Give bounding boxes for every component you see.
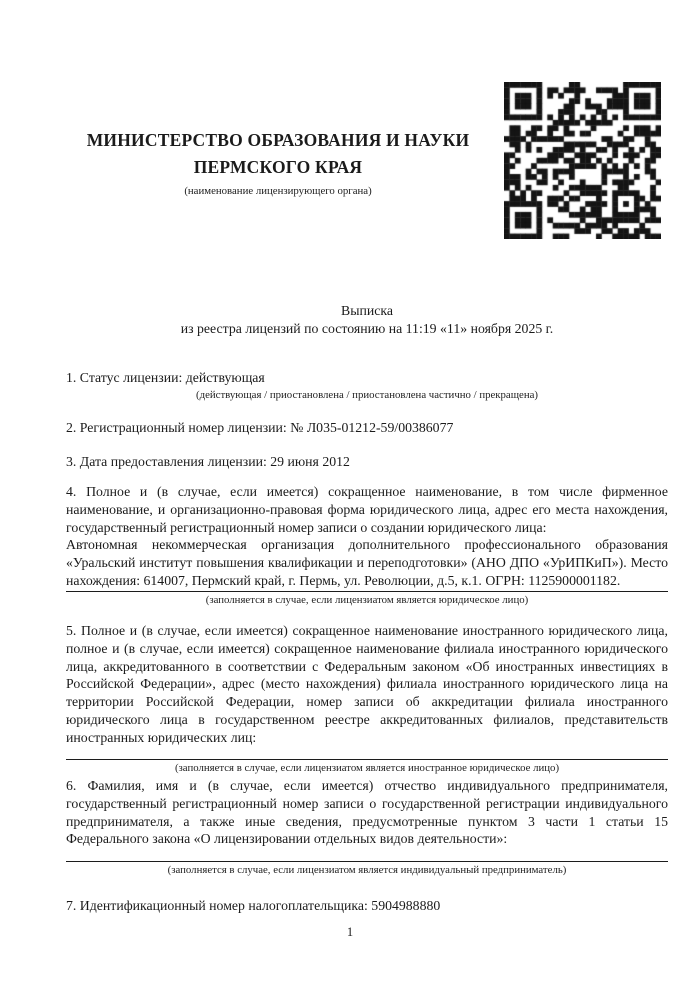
ministry-name-line1: МИНИСТЕРСТВО ОБРАЗОВАНИЯ И НАУКИ — [86, 130, 470, 150]
item-legal-entity — [66, 483, 668, 607]
legal-entity-value: Автономная некоммерческая организация дополнительного профессионального образования «Уральский институт повышения квалификации и переподготовки» (АНО ДПО «УрИПКиП»). Место нахождения: 614007, Пермский край, г. Пермь, ул. Революции, д.5, к.1. ОГРН: 1125900001182. — [66, 537, 668, 588]
license-status-value: 1. Статус лицензии: действующая — [66, 370, 265, 385]
item-license-status — [66, 369, 668, 402]
document-title-line1: Выписка — [341, 303, 393, 318]
licensing-authority-header — [66, 127, 490, 198]
item-license-grant-date — [66, 453, 668, 471]
item-license-registration-number — [66, 419, 668, 437]
foreign-legal-entity-description: 5. Полное и (в случае, если имеется) сокращенное наименование иностранного юридического лица, полное и (в случае, если имеется) сокращенное наименование филиала иностранного юридического лица, аккредитованного в соответствии с Федеральным законом «Об иностранных инвестициях в Российской Федерации», адрес (место нахождения) филиала иностранного юридического лица на территории Российской Федерации, номер записи об аккредитации филиала иностранного юридического лица в государственном реестре аккредитованных филиалов, представительств иностранных юридических лиц: — [66, 623, 668, 745]
legal-entity-description: 4. Полное и (в случае, если имеется) сокращенное наименование, в том числе фирменное наименование, и организационно-правовая форма юридического лица, адрес его места нахождения, государственный регистрационный номер записи о создании юридического лица: — [66, 484, 668, 535]
legal-entity-note: (заполняется в случае, если лицензиатом является юридическое лицо) — [205, 593, 529, 606]
item-foreign-legal-entity — [66, 622, 668, 775]
foreign-legal-entity-note: (заполняется в случае, если лицензиатом является иностранное юридическое лицо) — [174, 761, 560, 774]
ministry-name-line2: ПЕРМСКОГО КРАЯ — [193, 157, 363, 177]
license-status-options-note: (действующая / приостановлена / приостановлена частично / прекращена) — [196, 388, 538, 401]
individual-entrepreneur-underline — [66, 861, 668, 862]
item-taxpayer-id — [66, 897, 668, 915]
license-registration-number: 2. Регистрационный номер лицензии: № Л035-01212-59/00386077 — [66, 420, 454, 435]
licensing-authority-caption: (наименование лицензирующего органа) — [184, 185, 372, 197]
foreign-legal-entity-underline — [66, 759, 668, 760]
item-individual-entrepreneur — [66, 777, 668, 877]
legal-entity-underline — [66, 591, 668, 592]
individual-entrepreneur-note: (заполняется в случае, если лицензиатом является индивидуальный предприниматель) — [167, 864, 567, 877]
individual-entrepreneur-description: 6. Фамилия, имя и (в случае, если имеется) отчество индивидуального предпринимателя, государственный регистрационный номер записи о государственной регистрации индивидуального предпринимателя, а также иные сведения, предусмотренные пунктом 3 части 1 статьи 15 Федерального закона «О лицензировании отдельных видов деятельности»: — [66, 778, 668, 847]
document-title — [66, 302, 668, 338]
document-title-line2: из реестра лицензий по состоянию на 11:19 «11» ноября 2025 г. — [180, 320, 554, 336]
qr-code-icon — [504, 82, 661, 239]
page-number: 1 — [346, 925, 354, 939]
taxpayer-id-value: 7. Идентификационный номер налогоплательщика: 5904988880 — [66, 898, 441, 913]
license-grant-date: 3. Дата предоставления лицензии: 29 июня 2012 — [66, 454, 350, 469]
